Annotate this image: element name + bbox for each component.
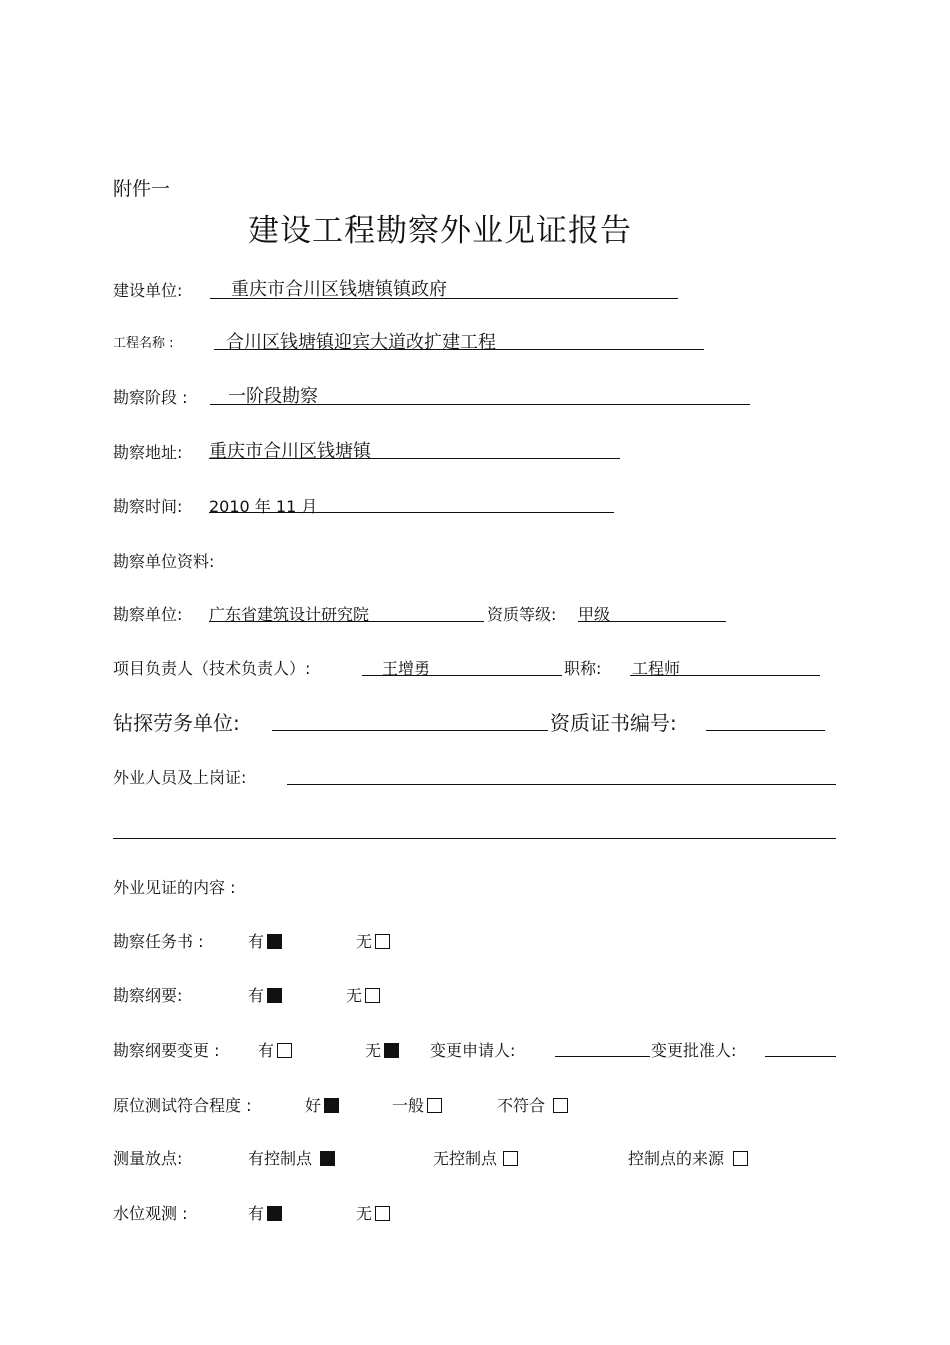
has-control-point-checkbox[interactable] [320,1151,335,1166]
in-situ-fail-label: 不符合 [497,1096,546,1115]
outline-change-yes-checkbox[interactable] [277,1043,292,1058]
outline-change-no-checkbox[interactable] [384,1043,399,1058]
survey-unit-underline [209,621,484,622]
has-control-point-label: 有控制点 [248,1149,313,1168]
water-level-no[interactable] [356,1201,390,1224]
task-book-no[interactable] [356,929,390,952]
survey-stage-value: 一阶段勘察 [228,386,318,407]
construction-unit-value: 重庆市合川区钱塘镇镇政府 [231,279,447,300]
survey-time-underline [209,512,614,513]
job-title-underline [630,675,820,676]
water-level-yes-label: 有 [248,1204,265,1223]
survey-stage-label: 勘察阶段 : [113,388,188,407]
water-level-yes[interactable] [248,1201,282,1224]
water-level-no-checkbox[interactable] [375,1206,390,1221]
grade-underline [578,621,726,622]
change-approver-underline [765,1056,836,1057]
outline-no[interactable] [346,983,380,1006]
survey-point-label: 测量放点: [113,1149,183,1168]
control-point-source-checkbox[interactable] [733,1151,748,1166]
task-book-label: 勘察任务书 : [113,932,204,951]
job-title-label: 职称: [564,659,602,678]
task-book-yes-checkbox[interactable] [267,934,282,949]
grade-value: 甲级 [578,605,611,624]
survey-address-value: 重庆市合川区钱塘镇 [209,441,371,462]
document-title: 建设工程勘察外业见证报告 [248,213,632,249]
construction-unit-label: 建设单位: [113,281,183,300]
field-staff-underline [287,784,836,785]
water-level-no-label: 无 [356,1204,373,1223]
outline-change-yes-label: 有 [258,1041,275,1060]
project-name-value: 合川区钱塘镇迎宾大道改扩建工程 [226,332,496,353]
no-control-point-checkbox[interactable] [503,1151,518,1166]
survey-stage-underline [210,404,750,405]
outline-no-checkbox[interactable] [365,988,380,1003]
outline-change-label: 勘察纲要变更 : [113,1041,220,1060]
change-applicant-underline [555,1056,650,1057]
change-approver-label: 变更批准人: [651,1041,737,1060]
survey-time-label: 勘察时间: [113,497,183,516]
water-level-yes-checkbox[interactable] [267,1206,282,1221]
survey-time-value: 2010 年 11 月 [209,497,318,516]
in-situ-label: 原位测试符合程度 : [113,1096,252,1115]
in-situ-good[interactable] [305,1093,339,1116]
in-situ-fail-checkbox[interactable] [553,1098,568,1113]
control-point-source[interactable] [628,1146,748,1169]
outline-change-no-label: 无 [365,1041,382,1060]
in-situ-fail[interactable] [497,1093,568,1116]
outline-change-no[interactable] [365,1038,399,1061]
survey-address-underline [209,458,620,459]
annex-label: 附件一 [113,178,171,200]
no-control-point-label: 无控制点 [433,1149,498,1168]
task-book-yes[interactable] [248,929,282,952]
drilling-unit-underline [272,730,548,731]
outline-label: 勘察纲要: [113,986,183,1005]
task-book-yes-label: 有 [248,932,265,951]
in-situ-normal[interactable] [392,1093,442,1116]
outline-no-label: 无 [346,986,363,1005]
cert-number-label: 资质证书编号: [550,711,677,735]
change-applicant-label: 变更申请人: [430,1041,516,1060]
outline-yes-label: 有 [248,986,265,1005]
survey-unit-value: 广东省建筑设计研究院 [209,605,370,624]
task-book-no-label: 无 [356,932,373,951]
outline-change-yes[interactable] [258,1038,292,1061]
in-situ-normal-label: 一般 [392,1096,425,1115]
water-level-label: 水位观测 : [113,1204,188,1223]
outline-yes-checkbox[interactable] [267,988,282,1003]
outline-yes[interactable] [248,983,282,1006]
project-leader-value: 王增勇 [382,659,431,678]
job-title-value: 工程师 [632,659,681,678]
field-staff-label: 外业人员及上岗证: [113,768,247,787]
field-staff-underline-2 [113,838,836,839]
no-control-point[interactable] [433,1146,518,1169]
control-point-source-label: 控制点的来源 [628,1149,725,1168]
in-situ-good-label: 好 [305,1096,322,1115]
project-leader-label: 项目负责人（技术负责人）: [113,659,311,678]
survey-unit-label: 勘察单位: [113,605,183,624]
survey-unit-info-heading: 勘察单位资料: [113,552,215,571]
drilling-unit-label: 钻探劳务单位: [113,711,240,735]
in-situ-good-checkbox[interactable] [324,1098,339,1113]
project-name-label: 工程名称 : [113,336,174,351]
cert-number-underline [706,730,825,731]
in-situ-normal-checkbox[interactable] [427,1098,442,1113]
project-name-underline [214,349,704,350]
project-leader-underline [362,675,562,676]
survey-address-label: 勘察地址: [113,443,183,462]
grade-label: 资质等级: [487,605,557,624]
construction-unit-underline [210,298,678,299]
has-control-point[interactable] [248,1146,335,1169]
witness-heading: 外业见证的内容 : [113,878,236,897]
task-book-no-checkbox[interactable] [375,934,390,949]
